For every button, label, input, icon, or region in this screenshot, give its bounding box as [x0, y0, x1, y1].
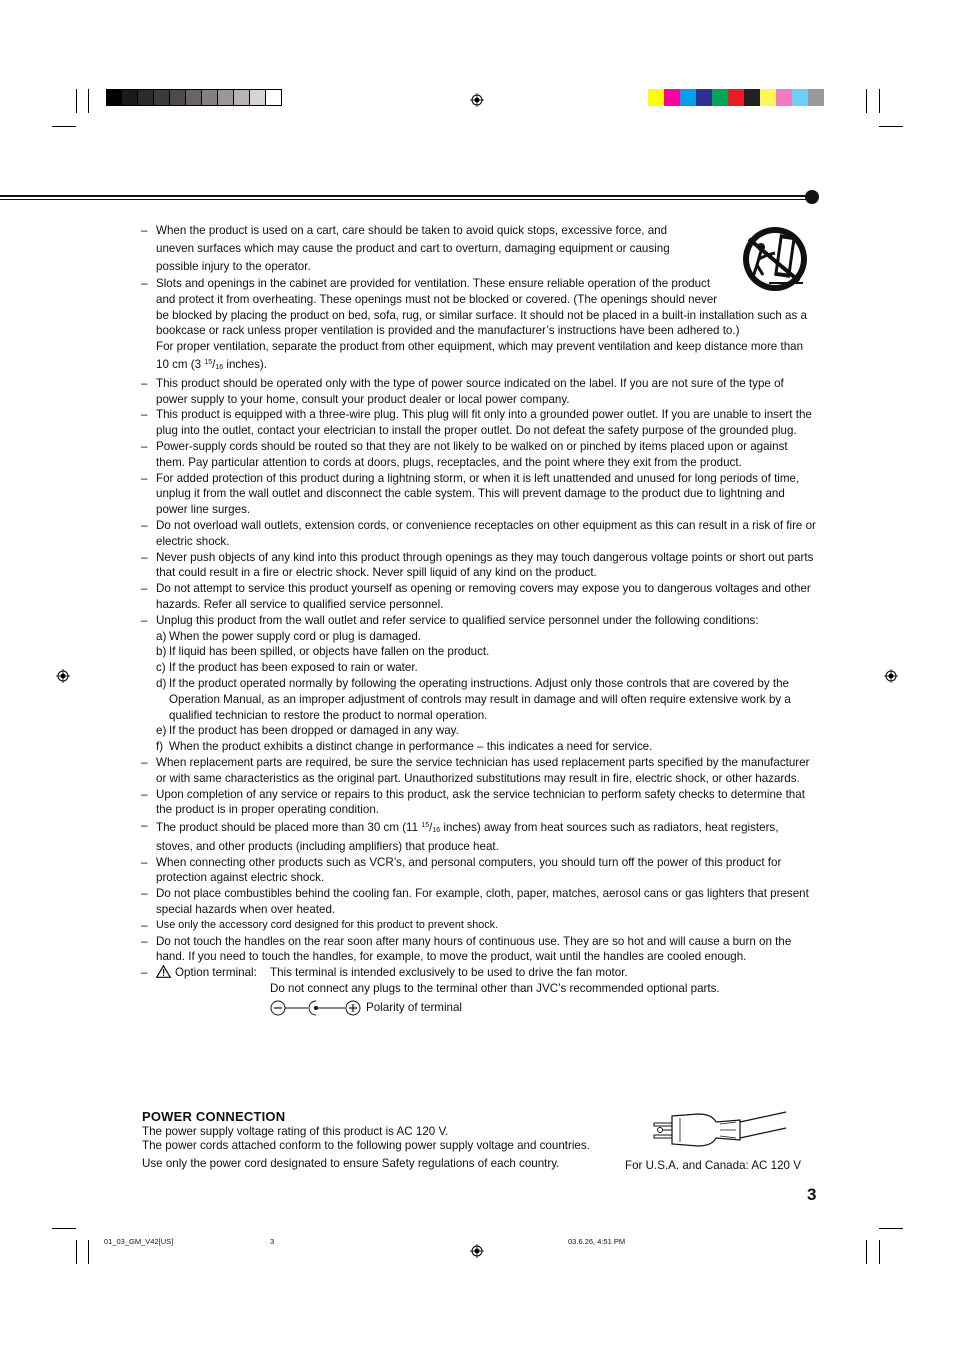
list-item [141, 581, 816, 613]
crop-mark [866, 1240, 867, 1264]
list-item [141, 376, 816, 408]
item-text: uneven surfaces which may cause the product and cart to overturn, damaging equipment or causing [156, 242, 670, 255]
bullet-dash: – [141, 439, 148, 453]
item-text-group: The product should be placed more than 30 cm (11 $^{15}/_{16}$ inches) away from heat sources such as radiators, heat registers, stoves, and other products (including amplifiers) that produce heat. [156, 821, 779, 853]
crop-mark [866, 89, 867, 113]
condition-label: a) [156, 629, 167, 643]
option-terminal-line2: Do not connect any plugs to the terminal other than JVC’s recommended optional parts. [270, 982, 720, 996]
condition-item [141, 739, 816, 755]
condition-label: b) [156, 645, 167, 659]
condition-text: If the product has been dropped or damaged in any way. [169, 724, 459, 738]
condition-text: If liquid has been spilled, or objects have fallen on the product. [169, 645, 490, 659]
item-text: Do not touch the handles on the rear soon after many hours of continuous use. They are so hot and will cause a burn on the hand. If you need to touch the handles, for example, to move the product, wait until the handles are cooled enough. [156, 934, 792, 964]
list-item [141, 755, 816, 787]
item-text: For proper ventilation, separate the product from other equipment, which may prevent ventilation and keep distance more than 10 cm (3 [156, 340, 804, 371]
bullet-dash: – [141, 224, 148, 237]
condition-row [156, 644, 816, 660]
polarity-diagram [270, 1000, 816, 1016]
list-item [141, 855, 816, 887]
plug-caption: For U.S.A. and Canada: AC 120 V [625, 1159, 801, 1172]
bullet-dash: – [141, 613, 148, 627]
item-text: inches). [223, 357, 267, 371]
item-text: Upon completion of any service or repairs to this product, ask the service technician to perform safety checks to determine that the product is in proper operating condition. [156, 787, 805, 817]
gray-swatch [138, 89, 154, 106]
bullet-dash: – [141, 887, 148, 901]
color-swatch [648, 89, 664, 106]
fraction-numerator: 15 [204, 358, 213, 366]
power-line-2: The power cords attached conform to the following power supply voltage and countries. [142, 1139, 590, 1152]
safety-instructions [141, 222, 816, 1016]
gray-swatch [234, 89, 250, 106]
bullet-dash: – [141, 582, 148, 596]
warning-triangle-icon [156, 965, 171, 978]
color-swatch [728, 89, 744, 106]
item-text: This product is equipped with a three-wire plug. This plug will fit only into a grounded power outlet. If you are unable to insert the plug into the outlet, contact your electrician to install the proper outlet. Do not defeat the safety purpose of the grounded plug. [156, 408, 812, 438]
bullet-dash: – [141, 550, 148, 564]
list-item [141, 276, 816, 376]
item-text: Do not attempt to service this product yourself as opening or removing covers may expose you to dangerous voltages and other hazards. Refer all service to qualified service personnel. [156, 582, 811, 611]
item-text-continued: For proper ventilation, separate the product from other equipment, which may prevent ventilation and keep distance more than 10 cm (3 $^{15}/_{16}$ inches). [156, 340, 804, 371]
item-text: When connecting other products such as VCR’s, and personal computers, you should turn off the power of this product for protection against electric shock. [156, 855, 782, 885]
header-rule [0, 195, 808, 197]
registration-target-icon [884, 669, 898, 683]
bullet-dash: – [141, 277, 148, 290]
grayscale-bar [106, 89, 282, 106]
gray-swatch [186, 89, 202, 106]
bullet-dash: – [141, 471, 148, 485]
list-item [141, 222, 726, 276]
item-text: Power-supply cords should be routed so that they are not likely to be walked on or pinched by items placed upon or against them. Pay particular attention to cords at doors, plugs, receptacles, and the point where they exit from the product. [156, 439, 788, 469]
crop-mark [879, 1240, 880, 1264]
item-text: inches) away from heat sources such as radiators, heat registers, stoves, and other products (including amplifiers) that produce heat. [156, 821, 779, 853]
gray-swatch [266, 89, 282, 106]
item-text: For added protection of this product during a lightning storm, or when it is left unattended and unused for long periods of time, unplug it from the wall outlet and disconnect the cable system. This will prevent damage to the product due to lightning and power line surges. [156, 471, 800, 517]
color-swatch [760, 89, 776, 106]
option-terminal-label: Option terminal: [175, 966, 257, 980]
list-item [141, 439, 816, 471]
gray-swatch [202, 89, 218, 106]
bullet-dash: – [141, 787, 148, 801]
slug-page: 3 [270, 1237, 275, 1246]
crop-mark [879, 89, 880, 113]
list-item [141, 918, 816, 934]
color-swatch [776, 89, 792, 106]
item-text: This product should be operated only with the type of power source indicated on the label. If you are not sure of the type of power supply to your home, consult your product dealer or local power company. [156, 376, 784, 406]
bullet-dash: – [141, 855, 148, 869]
color-swatch [696, 89, 712, 106]
bullet-dash: – [141, 755, 148, 769]
color-swatch [712, 89, 728, 106]
bullet-dash: – [141, 376, 148, 390]
list-item [141, 787, 816, 819]
item-text: Never push objects of any kind into this product through openings as they may touch dangerous voltage points or short out parts that could result in a fire or electric shock. Never spill liquid of any kind on the product. [156, 550, 814, 580]
polarity-symbol-icon [270, 1000, 362, 1016]
gray-swatch [170, 89, 186, 106]
gray-swatch [218, 89, 234, 106]
color-swatch [664, 89, 680, 106]
condition-row [156, 723, 816, 739]
condition-text: If the product operated normally by following the operating instructions. Adjust only those controls that are covered by the Operation Manual, as an improper adjustment of controls may result in damage and will often require extensive work by a qualified technician to restore the product to normal operation. [169, 676, 791, 722]
bullet-dash: – [141, 934, 148, 948]
bullet-dash: – [141, 918, 148, 932]
fraction-denominator: 16 [215, 363, 224, 371]
slug-file: 01_03_GM_V42[US] [104, 1237, 174, 1246]
list-item [141, 613, 816, 629]
item-text: The product should be placed more than 30 cm (11 [156, 821, 422, 835]
color-swatch [744, 89, 760, 106]
crop-mark [879, 1228, 903, 1229]
gray-swatch [250, 89, 266, 106]
condition-item [141, 676, 816, 723]
list-item [141, 550, 816, 582]
gray-swatch [154, 89, 170, 106]
option-terminal-item [141, 965, 816, 1016]
bullet-dash: – [141, 518, 148, 532]
color-swatch [808, 89, 824, 106]
list-item [141, 886, 816, 918]
item-text: When replacement parts are required, be sure the service technician has used replacement parts specified by the manufacturer or with same characteristics as the original part. Unauthorized substitutions may result in fire, electric shock, or other hazards. [156, 755, 810, 785]
slug-date: 03.6.26, 4:51 PM [568, 1237, 626, 1246]
registration-target-icon [56, 669, 70, 683]
power-line-3: Use only the power cord designated to ensure Safety regulations of each country. [142, 1157, 560, 1170]
crop-mark [76, 89, 77, 113]
condition-item [141, 660, 816, 676]
condition-label: c) [156, 661, 166, 675]
condition-text: If the product has been exposed to rain or water. [169, 661, 418, 675]
item-text: Do not overload wall outlets, extension cords, or convenience receptacles on other equipment as this can result in a risk of fire or electric shock. [156, 518, 816, 548]
condition-item [141, 723, 816, 739]
color-bar [648, 89, 824, 106]
page-number: 3 [807, 1185, 817, 1204]
fraction-numerator: 15 [421, 822, 430, 830]
gray-swatch [106, 89, 122, 106]
registration-target-icon [470, 93, 484, 107]
condition-item [141, 644, 816, 660]
condition-row [156, 676, 816, 723]
crop-mark [52, 1228, 76, 1229]
gray-swatch [122, 89, 138, 106]
fraction-denominator: 16 [432, 827, 441, 835]
list-item [141, 518, 816, 550]
crop-mark [76, 1240, 77, 1264]
header-rule-dot [805, 190, 819, 204]
item-text: Slots and openings in the cabinet are provided for ventilation. These ensure reliable operation of the product and protect it from overheating. These openings must not be blocked or covered. (The openings should never be blocked by placing the product on bed, sofa, rug, or similar surface. It should not be placed in a built-in installation such as a bookcase or rack unless proper ventilation is provided and the manufacturer’s instructions have been adhered to.) [156, 277, 807, 338]
condition-row [156, 660, 816, 676]
crop-mark [88, 89, 89, 113]
registration-target-icon [470, 1244, 484, 1258]
item-text: possible injury to the operator. [156, 260, 311, 273]
condition-label: f) [156, 740, 164, 754]
item-text: Use only the accessory cord designed for this product to prevent shock. [156, 918, 499, 931]
option-terminal-line1: This terminal is intended exclusively to be used to drive the fan motor. [270, 966, 628, 980]
crop-mark [879, 126, 903, 127]
list-item [141, 934, 816, 966]
list-item [141, 407, 816, 439]
polarity-label: Polarity of terminal [366, 1000, 463, 1014]
bullet-dash: – [141, 966, 148, 980]
condition-row [156, 629, 816, 645]
power-connection-heading: POWER CONNECTION [142, 1109, 286, 1124]
color-swatch [792, 89, 808, 106]
list-item [141, 818, 816, 855]
list-item [141, 471, 816, 518]
condition-label: d) [156, 676, 167, 690]
condition-text: When the power supply cord or plug is damaged. [169, 629, 421, 643]
icon-wrap-spacer [731, 276, 816, 294]
condition-row [156, 739, 816, 755]
bullet-dash: – [141, 408, 148, 422]
header-rule-thin [0, 199, 808, 200]
crop-mark [88, 1240, 89, 1264]
power-line-1: The power supply voltage rating of this product is AC 120 V. [142, 1125, 449, 1138]
power-plug-icon [650, 1108, 788, 1152]
crop-mark [52, 126, 76, 127]
color-swatch [680, 89, 696, 106]
item-text: When the product is used on a cart, care should be taken to avoid quick stops, excessive force, and [156, 224, 668, 237]
bullet-dash: – [141, 819, 148, 833]
item-text: Do not place combustibles behind the cooling fan. For example, cloth, paper, matches, aerosol cans or gas lighters that present special hazards when over heated. [156, 887, 809, 917]
condition-text: When the product exhibits a distinct change in performance – this indicates a need for service. [169, 740, 653, 754]
condition-label: e) [156, 724, 167, 738]
item-text: Unplug this product from the wall outlet and refer service to qualified service personnel under the following conditions: [156, 613, 759, 627]
condition-item [141, 629, 816, 645]
